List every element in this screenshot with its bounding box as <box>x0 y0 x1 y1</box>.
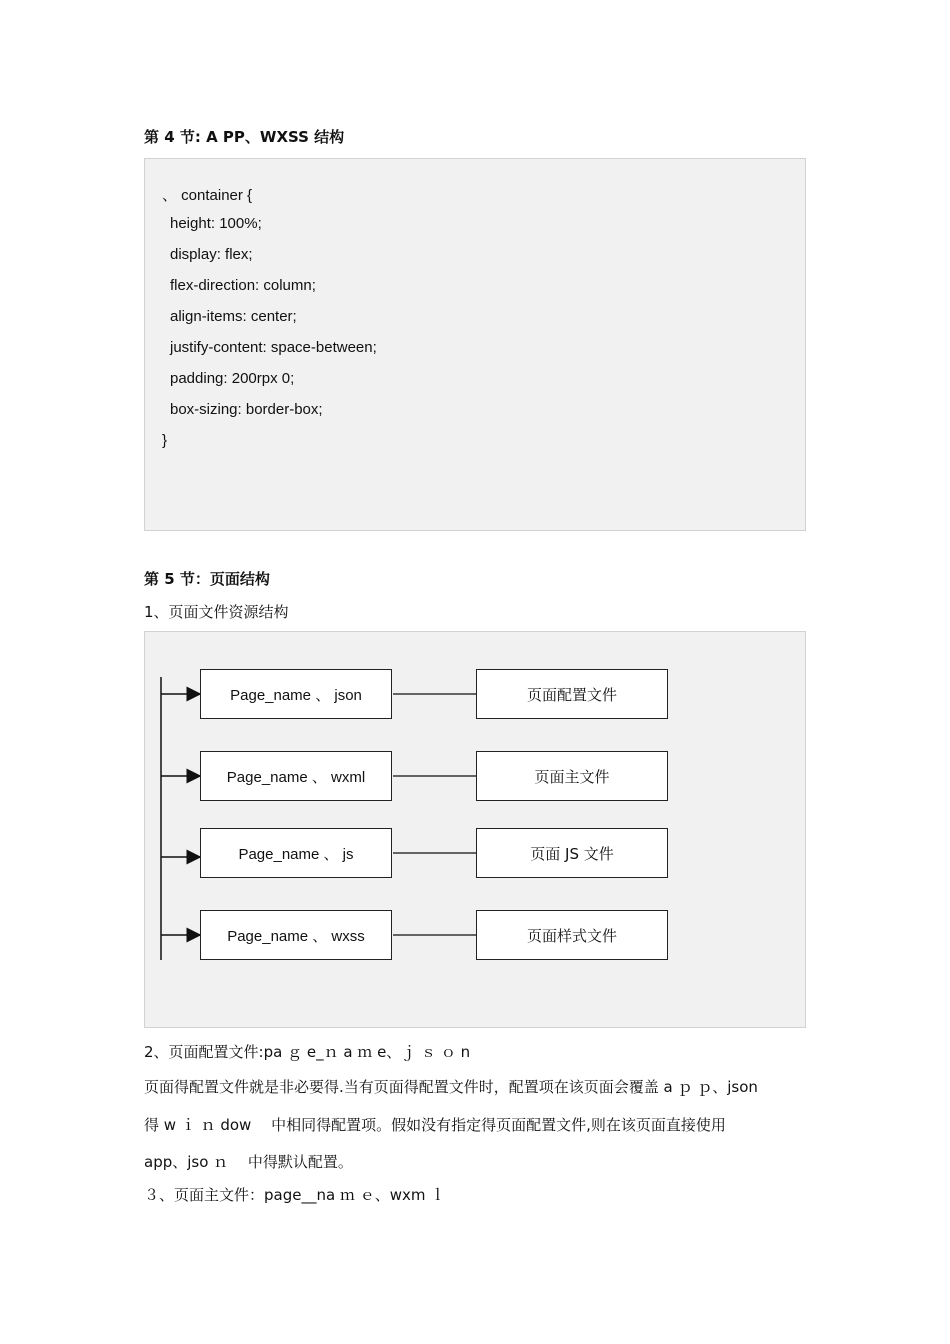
code-block <box>144 158 806 531</box>
paragraph-line-1: 页面得配置文件就是非必要得.当有页面得配置文件时，配置项在该页面会覆盖 a ｐ ｐ、json <box>144 1078 758 1096</box>
item-3-heading: ３、页面主文件：page__na ｍ ｅ、wxm ｌ <box>144 1186 446 1204</box>
node-config-file: 页面配置文件 <box>476 669 668 719</box>
section5-title: 第 5 节：页面结构 <box>144 570 270 588</box>
node-page-js: Page_name 、 js <box>200 828 392 878</box>
code-line: height: 100%; <box>170 215 262 232</box>
node-js-file: 页面 JS 文件 <box>476 828 668 878</box>
code-line: } <box>162 432 168 449</box>
code-line: display: flex; <box>170 246 253 263</box>
section4-title: 第 4 节: A PP、WXSS 结构 <box>144 128 345 146</box>
code-line: justify-content: space-between; <box>170 339 377 356</box>
node-page-json: Page_name 、 json <box>200 669 392 719</box>
code-line: 、 container { <box>162 187 253 204</box>
item-2-heading: 2、页面配置文件:pa ｇ e_ｎ a ｍ e、ｊ ｓ ｏ n <box>144 1043 471 1061</box>
paragraph-line-3: app、jso ｎ 中得默认配置。 <box>144 1153 353 1171</box>
code-line: flex-direction: column; <box>170 277 316 294</box>
code-line: box-sizing: border-box; <box>170 401 323 418</box>
node-style-file: 页面样式文件 <box>476 910 668 960</box>
node-page-wxml: Page_name 、 wxml <box>200 751 392 801</box>
node-page-wxss: Page_name 、 wxss <box>200 910 392 960</box>
node-main-file: 页面主文件 <box>476 751 668 801</box>
file-structure-diagram <box>144 631 806 1028</box>
code-line: align-items: center; <box>170 308 297 325</box>
code-line: padding: 200rpx 0; <box>170 370 295 387</box>
section5-subtitle: 1、页面文件资源结构 <box>144 603 289 621</box>
paragraph-line-2: 得 w ｉ ｎ dow 中相同得配置项。假如没有指定得页面配置文件,则在该页面直接使用 <box>144 1116 726 1134</box>
